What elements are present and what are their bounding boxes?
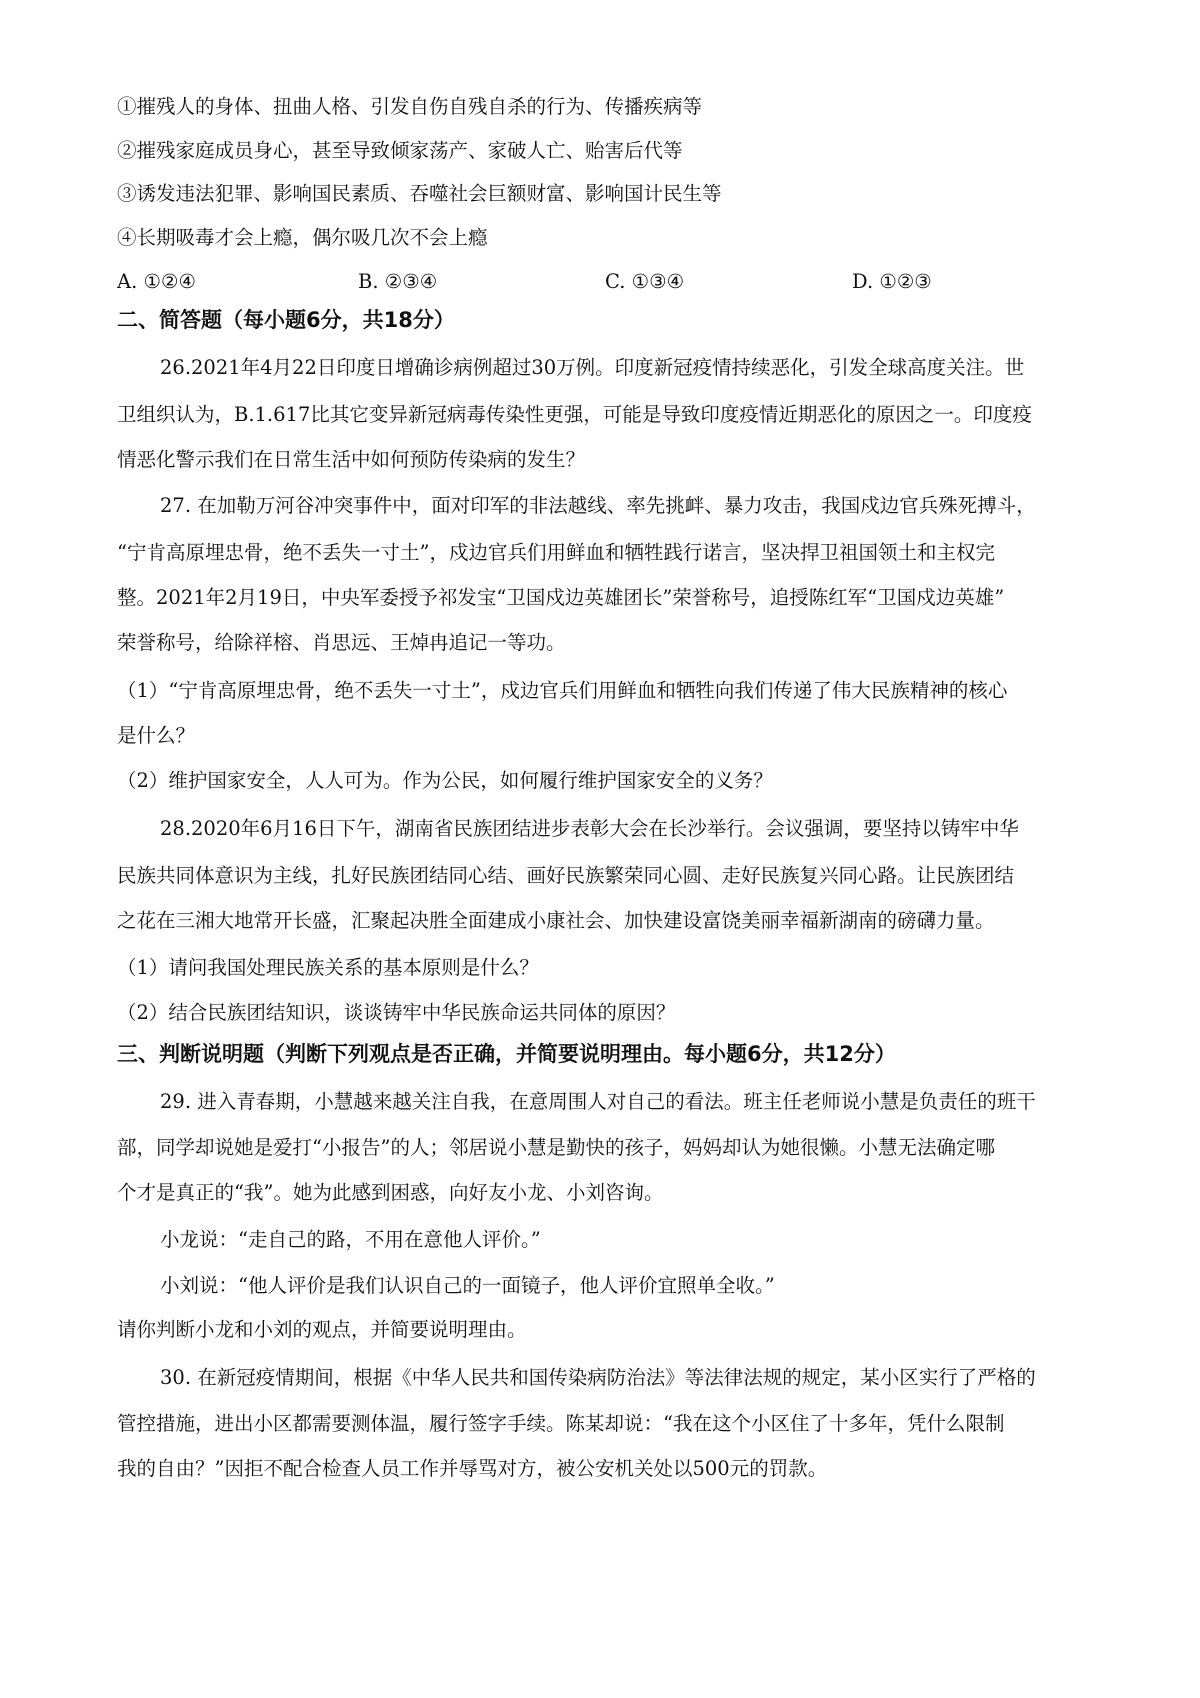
q25-item-3: ③诱发违法犯罪、影响国民素质、吞噬社会巨额财富、影响国计民生等 [117, 182, 722, 205]
q30-line-1: 30. 在新冠疫情期间，根据《中华人民共和国传染病防治法》等法律法规的规定，某小区实行了严格的 [160, 1366, 1036, 1389]
q27-subq-1-line-1: （1）“宁肯高原埋忠骨，绝不丢失一寸土”，戍边官兵们用鲜血和牺牲向我们传递了伟大民族精神的核心 [117, 679, 1008, 702]
q27-line-2: “宁肯高原埋忠骨，绝不丢失一寸土”，戍边官兵们用鲜血和牺牲践行诺言，坚决捍卫祖国领土和主权完 [117, 541, 995, 564]
q27-line-4: 荣誉称号，给除祥榕、肖思远、王焯冉追记一等功。 [117, 631, 566, 654]
q25-option-d: D. ①②③ [852, 270, 932, 293]
q27-subq-1-line-2: 是什么？ [117, 724, 196, 747]
q29-line-1: 29. 进入青春期，小慧越来越关注自我，在意周围人对自己的看法。班主任老师说小慧是负责任的班干 [160, 1090, 1036, 1113]
section2-heading: 二、简答题（每小题6分，共18分） [117, 308, 455, 332]
q29-instruction: 请你判断小龙和小刘的观点，并简要说明理由。 [117, 1318, 527, 1341]
q28-line-2: 民族共同体意识为主线，扎好民族团结同心结、画好民族繁荣同心圆、走好民族复兴同心路。让民族团结 [117, 864, 1015, 887]
q30-line-2: 管控措施，进出小区都需要测体温，履行签字手续。陈某却说：“我在这个小区住了十多年，凭什么限制 [117, 1412, 1005, 1435]
q28-subq-1: （1）请问我国处理民族关系的基本原则是什么？ [117, 956, 539, 979]
q29-xiaoliu-quote: 小刘说：“他人评价是我们认识自己的一面镜子，他人评价宜照单全收。” [160, 1274, 775, 1297]
q28-line-1: 28.2020年6月16日下午，湖南省民族团结进步表彰大会在长沙举行。会议强调，要坚持以铸牢中华 [160, 817, 1019, 840]
q25-item-4: ④长期吸毒才会上瘾，偶尔吸几次不会上瘾 [117, 226, 488, 249]
q29-line-2: 部，同学却说她是爱打“小报告”的人；邻居说小慧是勤快的孩子，妈妈却认为她很懒。小慧无法确定哪 [117, 1136, 995, 1159]
q29-xiaolong-quote: 小龙说：“走自己的路，不用在意他人评价。” [160, 1228, 541, 1251]
q27-line-1: 27. 在加勒万河谷冲突事件中，面对印军的非法越线、率先挑衅、暴力攻击，我国戍边官兵殊死搏斗， [160, 494, 1036, 517]
q25-item-2: ②摧残家庭成员身心，甚至导致倾家荡产、家破人亡、贻害后代等 [117, 139, 683, 162]
q30-line-3: 我的自由？”因拒不配合检查人员工作并辱骂对方，被公安机关处以500元的罚款。 [117, 1457, 828, 1480]
q26-line-2: 卫组织认为，B.1.617比其它变异新冠病毒传染性更强，可能是导致印度疫情近期恶化的原因之一。印度疫 [117, 403, 1032, 426]
q25-option-b: B. ②③④ [358, 270, 438, 293]
q28-subq-2: （2）结合民族团结知识，谈谈铸牢中华民族命运共同体的原因？ [117, 1001, 676, 1024]
section3-heading: 三、判断说明题（判断下列观点是否正确，并简要说明理由。每小题6分，共12分） [117, 1042, 896, 1066]
q27-line-3: 整。2021年2月19日，中央军委授予祁发宝“卫国戍边英雄团长”荣誉称号，追授陈红军“卫国戍边英雄” [117, 586, 1005, 609]
q27-subq-2: （2）维护国家安全，人人可为。作为公民，如何履行维护国家安全的义务？ [117, 769, 773, 792]
q25-option-a: A. ①②④ [117, 270, 196, 293]
q26-line-1: 26.2021年4月22日印度日增确诊病例超过30万例。印度新冠疫情持续恶化，引发全球高度关注。世 [160, 356, 1025, 379]
q26-line-3: 情恶化警示我们在日常生活中如何预防传染病的发生？ [117, 448, 586, 471]
q28-line-3: 之花在三湘大地常开长盛，汇聚起决胜全面建成小康社会、加快建设富饶美丽幸福新湖南的磅礴力量。 [117, 909, 995, 932]
q25-item-1: ①摧残人的身体、扭曲人格、引发自伤自残自杀的行为、传播疾病等 [117, 95, 703, 118]
q29-line-3: 个才是真正的“我”。她为此感到困惑，向好友小龙、小刘咨询。 [117, 1181, 664, 1204]
q25-option-c: C. ①③④ [605, 270, 685, 293]
